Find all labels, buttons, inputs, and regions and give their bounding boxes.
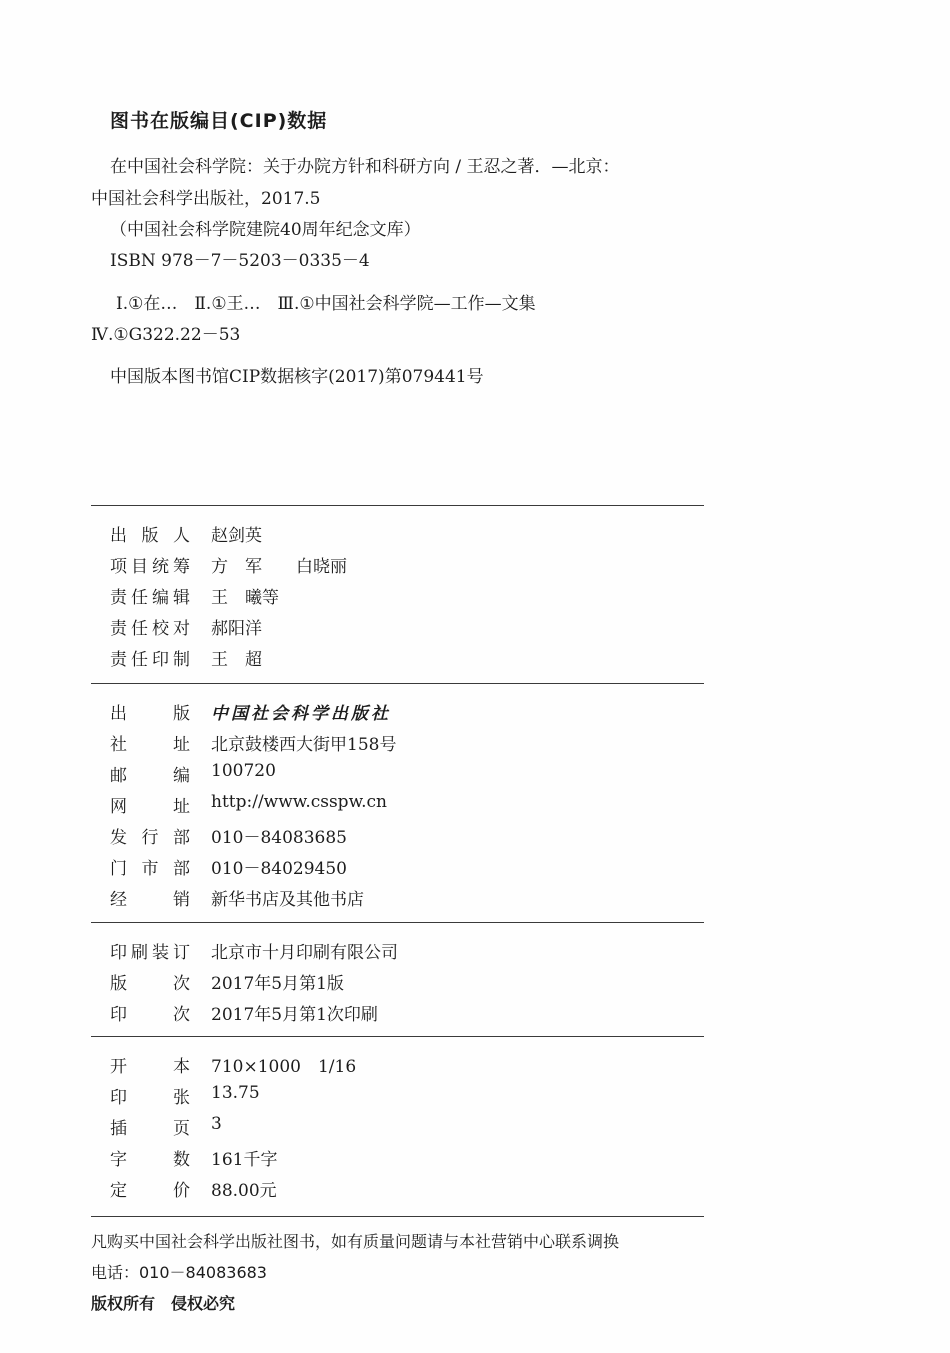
distributor: 新华书店及其他书店	[211, 890, 364, 910]
staff-row	[110, 645, 262, 670]
distribution-phone: 010－84083685	[211, 828, 347, 848]
format: 710×1000 1/16	[211, 1057, 357, 1077]
cip-series: （中国社会科学院建院40周年纪念文库）	[110, 220, 421, 240]
staff-row	[110, 583, 279, 608]
staff-value: 赵剑英	[211, 526, 262, 546]
publisher-row	[110, 730, 397, 755]
divider	[91, 505, 704, 506]
cip-title: 图书在版编目(CIP)数据	[110, 110, 328, 132]
publisher-row	[110, 854, 347, 879]
quality-notice: 凡购买中国社会科学出版社图书，如有质量问题请与本社营销中心联系调换	[91, 1232, 620, 1251]
service-phone: 电话：010－84083683	[91, 1263, 267, 1282]
divider	[91, 1036, 704, 1037]
printing-label: 印次	[110, 1005, 190, 1025]
cip-record-line-1: 在中国社会科学院：关于办院方针和科研方向 / 王忍之著．—北京：	[110, 157, 620, 177]
spec-label: 印张	[110, 1088, 190, 1108]
publisher-website: http://www.csspw.cn	[211, 792, 387, 812]
inserts: 3	[211, 1114, 222, 1134]
publisher-label: 发行部	[110, 828, 190, 848]
copyright-notice: 版权所有 侵权必究	[91, 1294, 236, 1313]
sheets: 13.75	[211, 1083, 260, 1103]
publisher-row	[110, 792, 387, 817]
printer: 北京市十月印刷有限公司	[211, 943, 398, 963]
spec-label: 开本	[110, 1057, 190, 1077]
spec-row	[110, 1114, 222, 1139]
staff-label: 项目统筹	[110, 557, 190, 577]
publisher-row	[110, 761, 276, 786]
publisher-row	[110, 885, 364, 910]
staff-label: 责任校对	[110, 619, 190, 639]
staff-label: 责任印制	[110, 650, 190, 670]
retail-phone: 010－84029450	[211, 859, 347, 879]
publisher-label: 网址	[110, 797, 190, 817]
publisher-name: 中国社会科学出版社	[211, 704, 391, 724]
cip-verification: 中国版本图书馆CIP数据核字(2017)第079441号	[110, 367, 484, 387]
staff-label: 责任编辑	[110, 588, 190, 608]
cip-record-line-2: 中国社会科学出版社，2017.5	[91, 189, 321, 209]
spec-label: 插页	[110, 1119, 190, 1139]
staff-row	[110, 521, 262, 546]
cip-classification-1: Ⅰ.①在… Ⅱ.①王… Ⅲ.①中国社会科学院—工作—文集	[116, 294, 536, 314]
staff-value: 郝阳洋	[211, 619, 262, 639]
publisher-row	[110, 823, 347, 848]
staff-value: 王 曦等	[211, 588, 279, 608]
staff-value: 方 军 白晓丽	[211, 557, 347, 577]
printing-row	[110, 1000, 378, 1025]
publisher-postcode: 100720	[211, 761, 276, 781]
staff-row	[110, 552, 347, 577]
printing-label: 印刷装订	[110, 943, 190, 963]
spec-row	[110, 1052, 357, 1077]
publisher-row	[110, 699, 391, 724]
publisher-label: 出版	[110, 704, 190, 724]
staff-value: 王 超	[211, 650, 262, 670]
publisher-address: 北京鼓楼西大街甲158号	[211, 735, 397, 755]
printing-row	[110, 938, 398, 963]
edition: 2017年5月第1版	[211, 974, 344, 994]
spec-row	[110, 1176, 277, 1201]
printing-row	[110, 969, 344, 994]
publisher-label: 门市部	[110, 859, 190, 879]
impression: 2017年5月第1次印刷	[211, 1005, 378, 1025]
price: 88.00元	[211, 1181, 277, 1201]
staff-row	[110, 614, 262, 639]
publisher-label: 社址	[110, 735, 190, 755]
spec-label: 字数	[110, 1150, 190, 1170]
divider	[91, 1216, 704, 1217]
cip-isbn: ISBN 978－7－5203－0335－4	[110, 251, 370, 271]
publisher-label: 邮编	[110, 766, 190, 786]
staff-label: 出版人	[110, 526, 190, 546]
cip-classification-2: Ⅳ.①G322.22－53	[91, 325, 241, 345]
publisher-label: 经销	[110, 890, 190, 910]
spec-row	[110, 1083, 260, 1108]
printing-label: 版次	[110, 974, 190, 994]
word-count: 161千字	[211, 1150, 278, 1170]
divider	[91, 922, 704, 923]
spec-row	[110, 1145, 278, 1170]
spec-label: 定价	[110, 1181, 190, 1201]
divider	[91, 683, 704, 684]
